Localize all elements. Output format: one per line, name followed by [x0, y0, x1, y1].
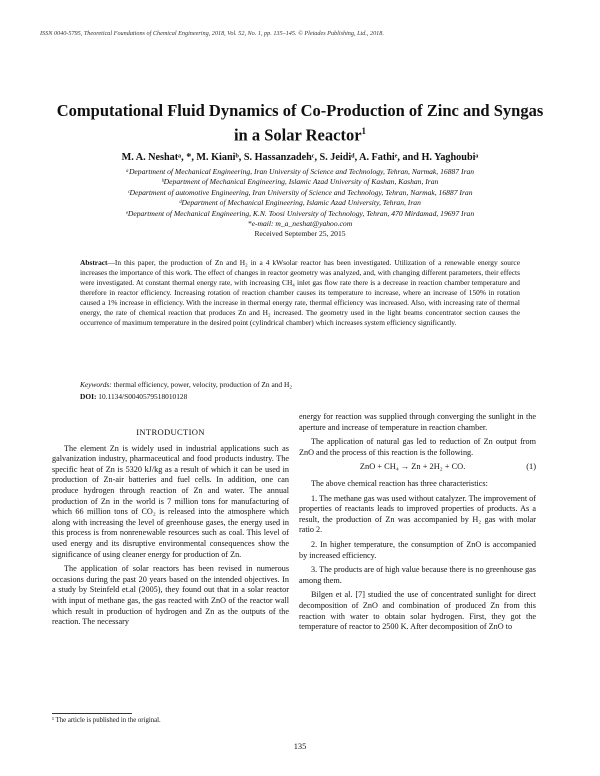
received-date: Received September 25, 2015 [254, 229, 346, 239]
keywords-label: Keywords: [80, 380, 112, 389]
abstract [80, 258, 520, 328]
body-paragraph: The above chemical reaction has three characteristics: [311, 478, 488, 488]
body-paragraph: Bilgen et al. [7] studied the use of concentrated sunlight for direct decomposition of ZnO and combination of produced Zn from this reaction with water to obtain solar hydrogen. First, they got the temperature of reactor to 2500 K. After decomposition of ZnO to [299, 590, 536, 632]
equation-number: (1) [526, 462, 536, 472]
title-footnote-mark: 1 [361, 126, 367, 136]
doi-text: 10.1134/S0040579518010128 [96, 392, 188, 401]
affiliation: ᶜDepartment of automotive Engineering, Iran University of Science and Technology, Tehran, Narmak, 16887 Iran [127, 187, 473, 197]
affiliations [40, 167, 560, 240]
body-paragraph: 2. In higher temperature, the consumption of ZnO is accompanied by increased efficiency. [299, 539, 536, 560]
affiliation: ᵃDepartment of Mechanical Engineering, Iran University of Science and Technology, Tehran, Narmak, 16887 Iran [125, 167, 475, 176]
abstract-label: Abstract [80, 258, 108, 267]
doi [80, 392, 520, 402]
right-column [299, 412, 536, 637]
body-paragraph: energy for reaction was supplied through converging the sunlight in the aperture and increase of temperature in reaction chamber. [299, 412, 536, 432]
affiliation: ᵈDepartment of Mechanical Engineering, Islamic Azad University, Tehran, Iran [179, 198, 421, 208]
section-heading-introduction: INTRODUCTION [136, 427, 205, 437]
body-paragraph: The application of natural gas led to reduction of Zn output from ZnO and the process of this reaction is the following. [299, 437, 536, 457]
footnote-divider [52, 713, 132, 714]
doi-label: DOI: [80, 392, 97, 401]
corresponding-email: *e-mail: m_a_neshat@yahoo.com [247, 219, 353, 229]
affiliation: ᵉDepartment of Mechanical Engineering, K.N. Toosi University of Technology, Tehran, 470 Mirdamad, 19697 Iran [125, 208, 475, 218]
page-number: 135 [293, 742, 307, 751]
left-column [52, 427, 289, 632]
keywords [80, 380, 520, 390]
author-list: M. A. Neshatᵃ, *, M. Kianiᵇ, S. Hassanzadehᶜ, S. Jeidiᵈ, A. Fathiᵉ, and H. Yaghoubiᵃ [121, 152, 479, 163]
journal-header: ISSN 0040-5795, Theoretical Foundations of Chemical Engineering, 2018, Vol. 52, No. 1, pp. 135–145. © Pleiades Publishing, Ltd., 2018. [40, 30, 384, 37]
abstract-text: —In this paper, the production of Zn and H₂ in a 4 kWsolar reactor has been investigated. Utilization of a renewable energy source increases the importance of this work. The effect of changes in reactor geometry was analyzed, and, with changing different parameters, their effects were investigated. At constant thermal energy rate, with increasing CH₄ inlet gas flow rate there is a decrease in reaction chamber temperature and therefore in reactor efficiency. Increasing rotation of reaction chamber causes its temperature to increase, where an increase of 150% in rotation caused a 1% increase in efficiency. With the increase in thermal energy rate, thermal efficiency was increased. Also, with increasing rate of thermal energy, the rate of chemical reaction that produces Zn and H₂ increased. The geometry used in the light beams concentrator section causes the occurrence of maximum temperature in the desired point (cylindrical chamber) which increases system efficiency significantly. [80, 258, 520, 327]
title-line-2: in a Solar Reactor$^1$ [233, 125, 367, 145]
body-paragraph: The application of solar reactors has been revised in numerous occasions during the past 20 years based on the intended objectives. In a study by Steinfeld et.al (2005), they found out that in a solar reactor with input of methane gas, the gas reacted with ZnO of the reactor wall which result in production of hydrogen and Zn as the outputs of the reaction. The necessary [52, 564, 289, 627]
body-paragraph: 3. The products are of high value because there is no greenhouse gas among them. [299, 565, 536, 585]
affiliation: ᵇDepartment of Mechanical Engineering, Islamic Azad University of Kashan, Kashan, Iran [161, 177, 439, 187]
keywords-text: thermal efficiency, power, velocity, production of Zn and H₂ [111, 380, 292, 389]
title-line-1: Computational Fluid Dynamics of Co-Production of Zinc and Syngas [56, 101, 544, 120]
body-paragraph: 1. The methane gas was used without catalyzer. The improvement of properties of reactants leads to improved properties of products. As a result, the production of Zn was accompanied by H₂ gas with molar ratio 2. [299, 493, 536, 535]
footnote: ¹ The article is published in the original. [52, 717, 161, 724]
equation-expression: ZnO + CH₄ → Zn + 2H₂ + CO. [359, 462, 466, 472]
body-paragraph: The element Zn is widely used in industrial applications such as galvanization industry, pharmaceutical and food products industry. The specific heat of Zn is 5320 kJ/kg as a result of which it can be used in production of Zn-air batteries and fuel cells. In addition, one can produce hydrogen through reaction of Zn and water. The annual production of Zn in the world is 7 million tons for manufacturing of which 66 million tons of CO₂ is released into the atmosphere which along with increasing the level of greenhouse gases, the energy used in this process is from nonrenewable resources such as coal. This level of used energy and its disruptive environmental consequences show the significance of using cleaner energy for production of Zn. [52, 443, 289, 559]
equation-1 [299, 462, 536, 473]
paper-title [40, 100, 560, 146]
